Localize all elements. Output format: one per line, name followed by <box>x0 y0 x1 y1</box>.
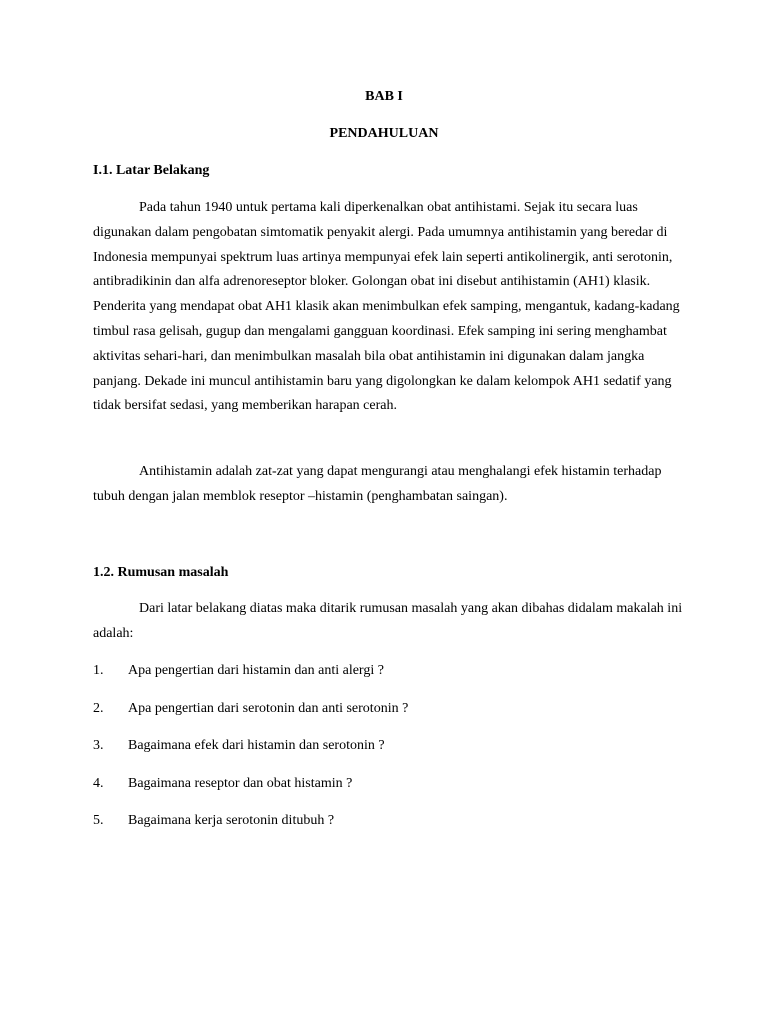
list-text: Apa pengertian dari histamin dan anti alergi ? <box>128 663 384 678</box>
list-text: Bagaimana efek dari histamin dan serotonin ? <box>128 738 385 753</box>
list-number: 1. <box>93 663 104 678</box>
list-item <box>93 738 385 754</box>
list-text: Apa pengertian dari serotonin dan anti serotonin ? <box>128 701 409 716</box>
list-item <box>93 813 334 829</box>
section-title-rumusan-masalah: 1.2. Rumusan masalah <box>93 565 229 580</box>
paragraph-latar-belakang-2: Antihistamin adalah zat-zat yang dapat mengurangi atau menghalangi efek histamin terhadap tubuh dengan jalan memblok reseptor –histamin (penghambatan saingan). <box>93 464 662 504</box>
list-number: 5. <box>93 813 104 828</box>
paragraph-latar-belakang-1: Pada tahun 1940 untuk pertama kali diperkenalkan obat antihistami. Sejak itu secara luas digunakan dalam pengobatan simtomatik penyakit alergi. Pada umumnya antihistamin yang beredar di Indonesia mempunyai spektrum luas artinya mempunyai efek lain seperti antikolinergik, anti serotonin, antibradikinin dan alfa adrenoreseptor bloker. Golongan obat ini disebut antihistamin (AH1) klasik. Penderita yang mendapat obat AH1 klasik akan menimbulkan efek samping, mengantuk, kadang-kadang timbul rasa gelisah, gugup dan mengalami gangguan koordinasi. Efek samping ini sering menghambat aktivitas sehari-hari, dan menimbulkan masalah bila obat antihistamin ini digunakan dalam jangka panjang. Dekade ini muncul antihistamin baru yang digolongkan ke dalam kelompok AH1 sedatif yang tidak bersifat sedasi, yang memberikan harapan cerah. <box>93 200 680 414</box>
paragraph-rumusan-intro: Dari latar belakang diatas maka ditarik rumusan masalah yang akan dibahas didalam makalah ini adalah: <box>93 601 683 641</box>
list-number: 3. <box>93 738 104 753</box>
list-number: 4. <box>93 776 104 791</box>
list-item <box>93 663 384 679</box>
list-text: Bagaimana kerja serotonin ditubuh ? <box>128 813 335 828</box>
list-item <box>93 701 408 717</box>
list-text: Bagaimana reseptor dan obat histamin ? <box>128 776 353 791</box>
list-number: 2. <box>93 701 104 716</box>
chapter-heading: BAB I <box>365 89 403 104</box>
list-item <box>93 776 352 792</box>
section-title-latar-belakang: I.1. Latar Belakang <box>93 163 210 178</box>
chapter-title: PENDAHULUAN <box>329 126 439 141</box>
